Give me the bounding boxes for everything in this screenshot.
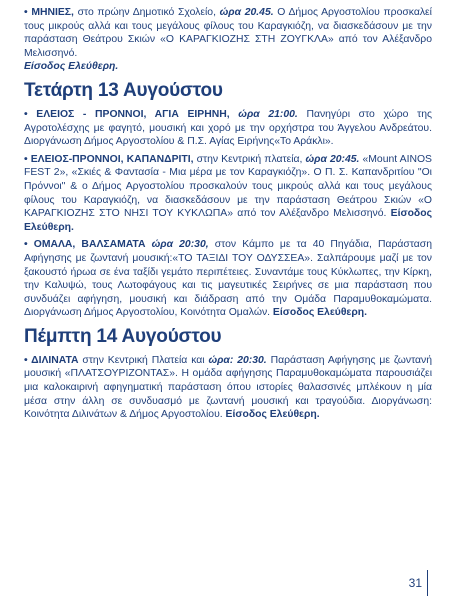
- free-entry: Είσοδος Ελεύθερη.: [222, 409, 320, 421]
- event-body: Ο Δήμος Αργοστολίου προσκαλεί τους μικρούς αλλά και τους μεγάλους φίλους του Καραγκιόζη, να διασκεδάσουν με την παράσταση Θεάτρου Σκιών «Ο ΚΑΡΑΓΚΙΟΖΗΣ ΣΤΗ ΖΟΥΓΚΛΑ» από τον Αλέξανδρο Μελισσηνό.: [24, 7, 432, 59]
- event-body: Πανηγύρι στο χώρο της Αγροτολέσχης με φαγητό, μουσική και χορό με την ορχήστρα του Άγγελου Ανδρεάτου. Διοργάνωση Δήμος Αργοστολίου & Π.Σ. Αγίας Ειρήνης«Το Αράκλι».: [24, 108, 432, 148]
- event-time: ώρα 20:30,: [145, 239, 209, 251]
- event-time: ώρα: 20:30.: [208, 354, 267, 366]
- event-where: στην Κεντρική πλατεία,: [193, 153, 306, 165]
- event-body: στον Κάμπο με τα 40 Πηγάδια, Παράσταση Αφήγησης με ζωντανή μουσική:«ΤΟ ΤΑΞΙΔΙ ΤΟΥ ΟΔΥΣΣΕΑ». Σαλπάρουμε μαζί με τον ξακουστό ήρωα σε ένα ταξίδι γεμάτο περιπέτειες. Συναντάμε τους Κύκλωπες, την Κίρκη, την Καλυψώ, τους Λωτοφάγους και τις μαγευτικές Σειρήνες σε μια παράσταση που συνδυάζει αφήγηση, μουσική και διάδραση από την Ομάδα Παραμυθοκαμώματα. Διοργάνωση Δήμος Αργοστολίου, Κοινότητα Ομαλών.: [24, 239, 432, 319]
- event-eleios-agia-eirini: [24, 108, 432, 149]
- event-body: Παράσταση Αφήγησης με ζωντανή μουσική «ΠΛΑΤΣΟΥΡΙΖΟΝΤΑΣ». Η ομάδα αφήγησης Παραμυθοκαμώματα παρουσιάζει μια καλοκαιρινή αφηγηματική παράσταση όπου ιστορίες θαλασσινές μπλέκουν η μία μέσα στην άλλη σε συνδυασμό με ζωντανή μουσική και τραγούδια. Διοργάνωση: Κοινότητα Διλινάτων & Δήμος Αργοστολίου.: [24, 354, 433, 421]
- event-body: «Mount AINOS FEST 2», «Σκιές & Φαντασία - Μια μέρα με τον Καραγκιόζη». Ο Π. Σ. Καπανδριτίου "Οι Πρόννοι" & ο Δήμος Αργοστολίου προσκαλούν τους μικρούς αλλά και τους μεγάλους φίλους του Καραγκιόζη, να διασκεδάσουν με την παράσταση Θεάτρου Σκιών «Ο ΚΑΡΑΓΚΙΟΖΗΣ ΣΤΟ ΝΗΣΙ ΤΟΥ ΚΥΚΛΩΠΑ» από τον Αλέξανδρο Μελισσηνό.: [24, 153, 432, 220]
- day-heading: Πέμπτη 14 Αυγούστου: [24, 325, 222, 347]
- event-omala-valsamata: [24, 238, 432, 320]
- free-entry: Είσοδος Ελεύθερη.: [270, 307, 368, 319]
- event-time: ώρα 21:00.: [229, 108, 298, 120]
- page-number-rule: [427, 570, 429, 596]
- event-place: • ΕΛΕΙΟΣ-ΠΡΟΝΝΟΙ, ΚΑΠΑΝΔΡΙΤΙ,: [24, 153, 194, 165]
- event-place: • ΕΛΕΙΟΣ - ΠΡΟΝΝΟΙ, ΑΓΙΑ ΕΙΡΗΝΗ,: [24, 108, 230, 120]
- event-dilinata: [24, 354, 432, 422]
- event-eleios-kapandriti: [24, 153, 432, 235]
- event-where: στην Κεντρική Πλατεία και: [78, 354, 209, 366]
- event-place: • ΔΙΛΙΝΑΤΑ: [24, 354, 79, 366]
- event-minies: [24, 6, 432, 74]
- event-place: • ΟΜΑΛΑ, ΒΑΛΣΑΜΑΤΑ: [24, 239, 146, 251]
- event-time: ώρα 20:45.: [305, 153, 360, 165]
- day-heading: Τετάρτη 13 Αυγούστου: [24, 79, 223, 101]
- page-number: 31: [408, 576, 422, 590]
- program-page: [24, 6, 432, 426]
- free-entry: Είσοδος Ελεύθερη.: [24, 208, 432, 233]
- free-entry: Είσοδος Ελεύθερη.: [24, 61, 119, 73]
- event-where: στο πρώην Δημοτικό Σχολείο,: [73, 7, 220, 18]
- event-time: ώρα 20.45.: [219, 7, 274, 18]
- event-place: • ΜΗΝΙΕΣ,: [24, 7, 74, 18]
